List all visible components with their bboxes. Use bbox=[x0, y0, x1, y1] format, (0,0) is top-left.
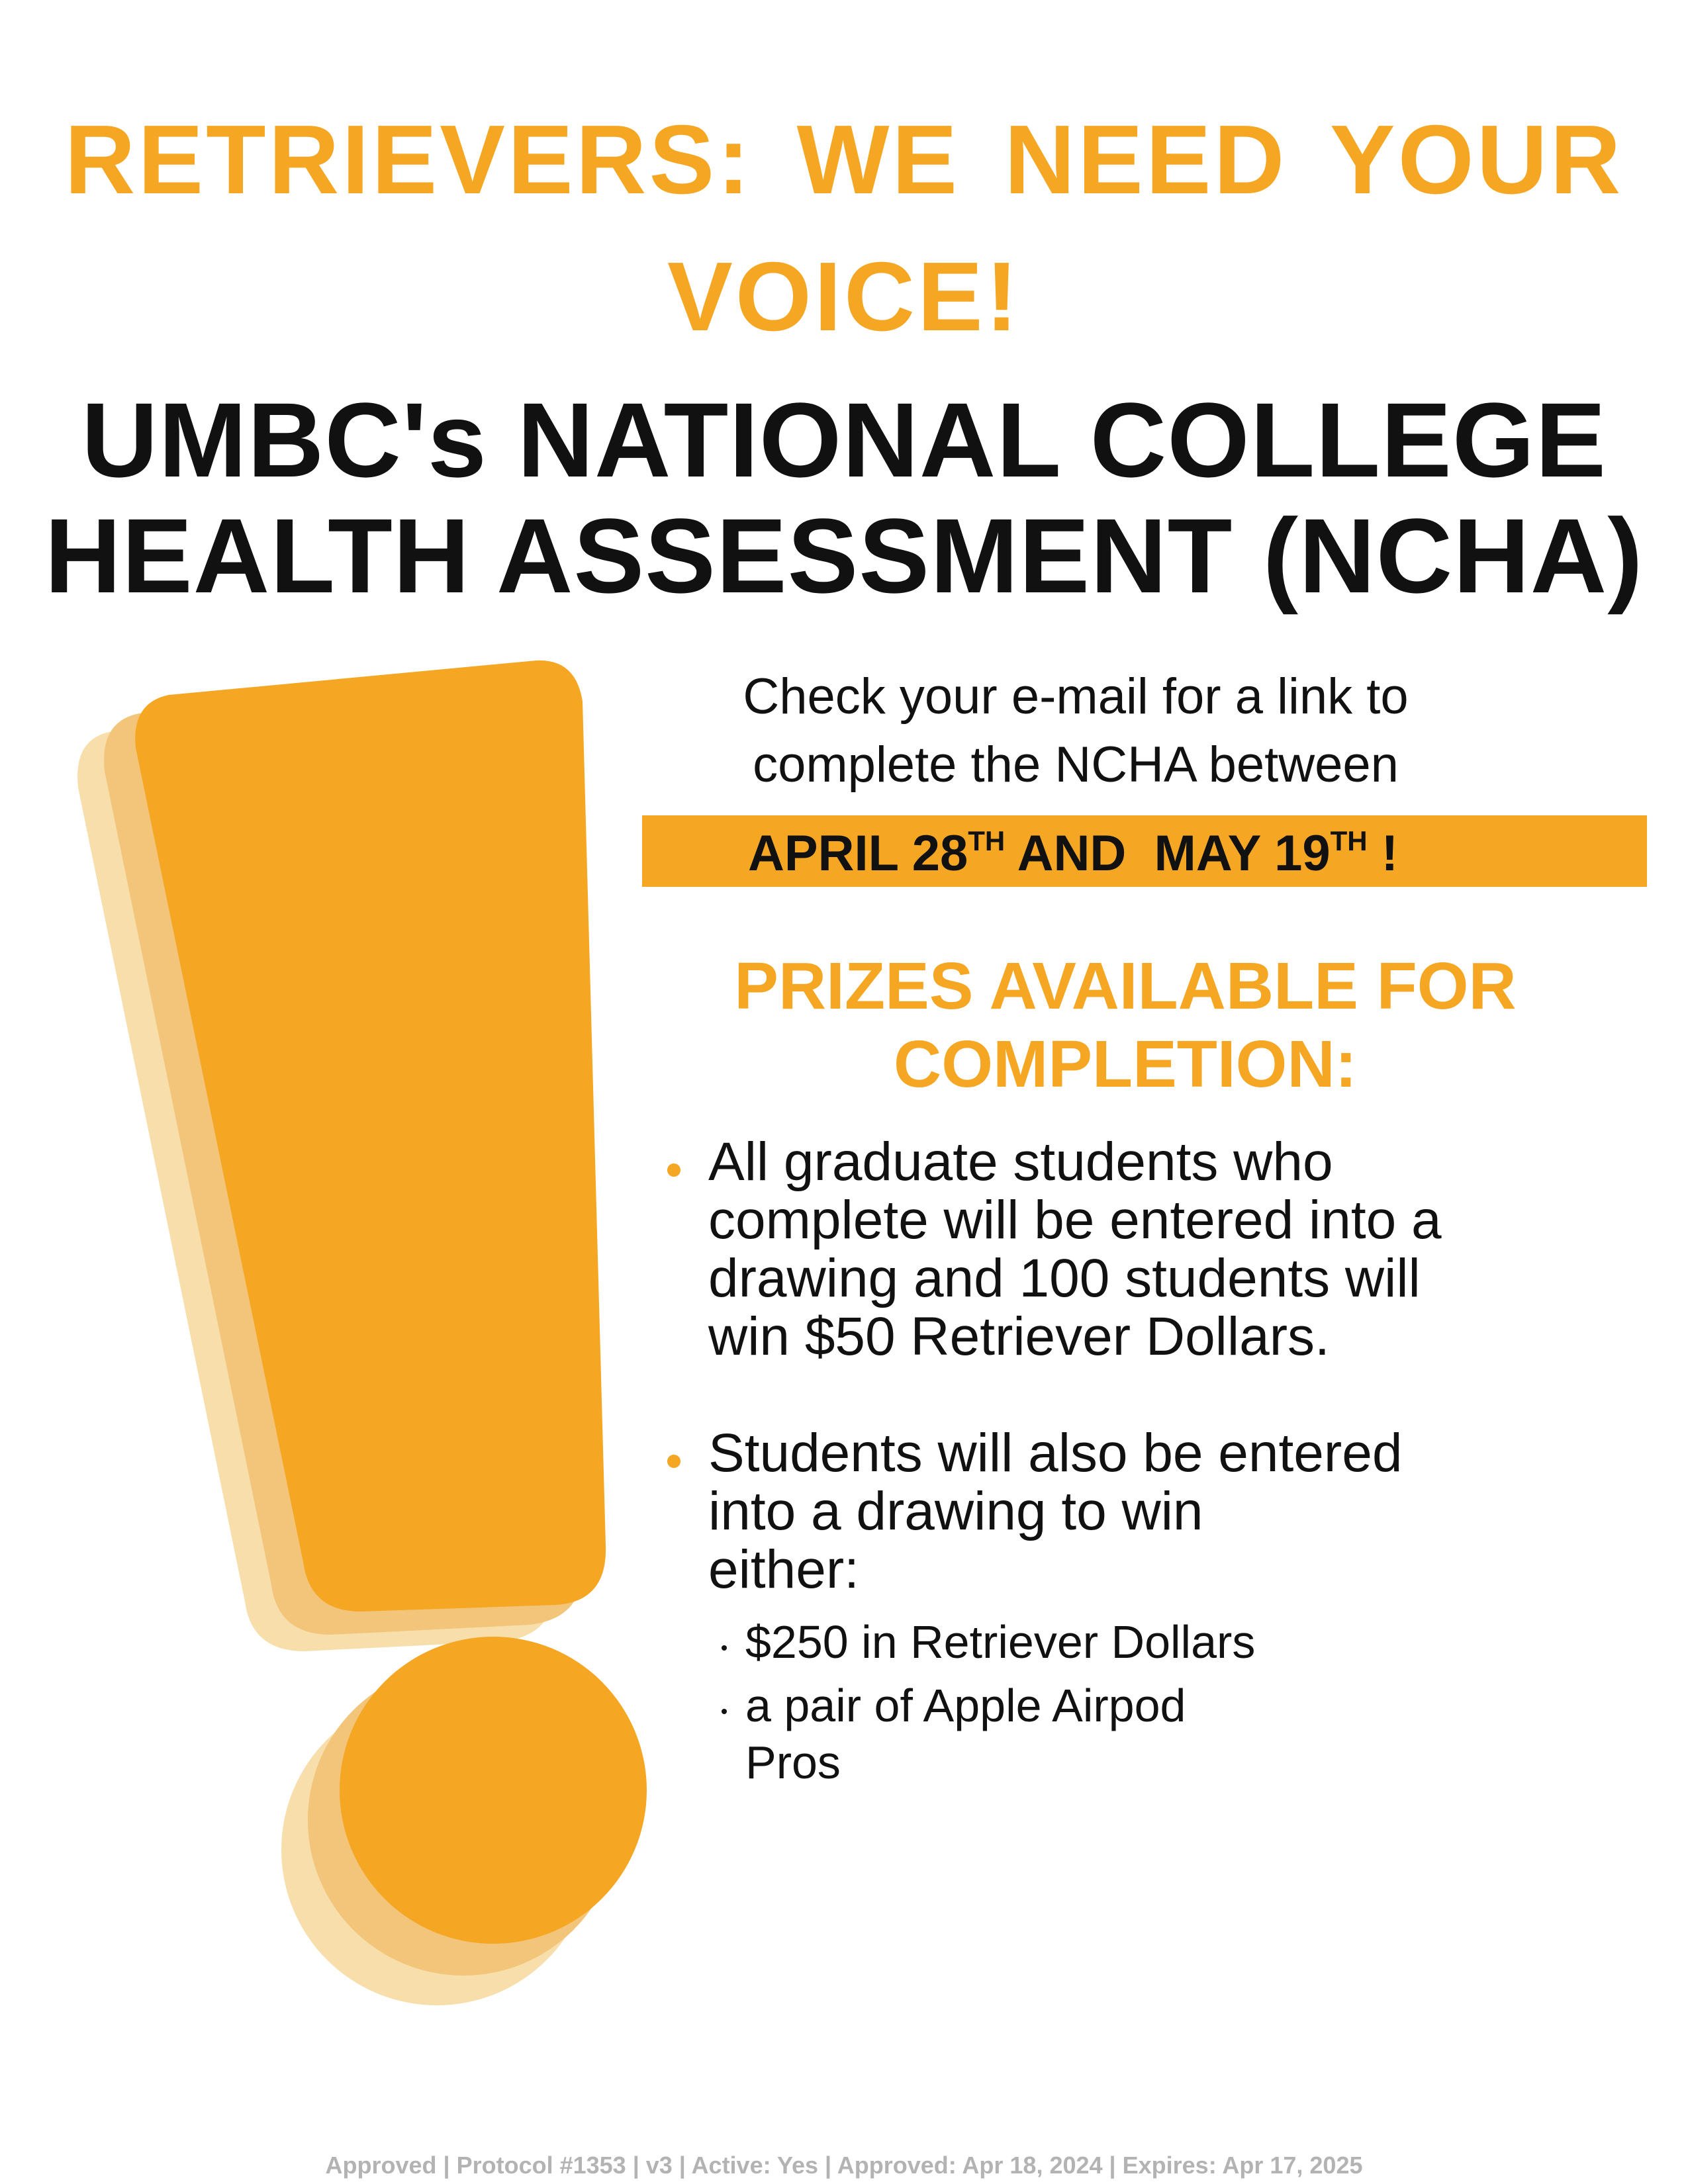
prize-bullet-1 bbox=[708, 1133, 1542, 1366]
sub-bullet-icon bbox=[722, 1709, 727, 1714]
instructions-line-1: Check your e-mail for a link to bbox=[743, 668, 1409, 725]
prize-option-2 bbox=[745, 1677, 1341, 1791]
prize-option-1 bbox=[745, 1614, 1341, 1670]
bullet-icon bbox=[667, 1163, 680, 1177]
end-date-suffix: TH bbox=[1330, 825, 1368, 856]
date-connector: AND bbox=[1005, 825, 1154, 882]
prize-bullet-1-line: complete will be entered into a bbox=[708, 1190, 1442, 1250]
sub-bullet-icon bbox=[722, 1645, 727, 1651]
date-exclamation: ! bbox=[1367, 825, 1399, 882]
subheadline-line-1: UMBC's NATIONAL COLLEGE bbox=[81, 381, 1607, 499]
end-date: MAY 19 bbox=[1154, 825, 1331, 882]
prize-bullet-2-line: Students will also be entered bbox=[708, 1423, 1403, 1483]
date-range bbox=[748, 825, 1399, 882]
prize-bullet-1-line: win $50 Retriever Dollars. bbox=[708, 1306, 1330, 1367]
prizes-heading-line-2: COMPLETION: bbox=[894, 1027, 1357, 1101]
prize-bullet-2-line: either: bbox=[708, 1539, 859, 1600]
prize-bullet-2-line: into a drawing to win bbox=[708, 1481, 1203, 1541]
prize-bullet-1-line: drawing and 100 students will bbox=[708, 1248, 1421, 1308]
instructions-line-2: complete the NCHA between bbox=[753, 737, 1399, 793]
bullet-icon bbox=[667, 1455, 680, 1468]
start-date-suffix: TH bbox=[968, 825, 1006, 856]
prizes-heading-line-1: PRIZES AVAILABLE FOR bbox=[734, 949, 1517, 1023]
prize-bullet-2 bbox=[708, 1424, 1542, 1599]
prize-option-1-line: $250 in Retriever Dollars bbox=[745, 1616, 1256, 1668]
approval-footer: Approved | Protocol #1353 | v3 | Active: Yes | Approved: Apr 18, 2024 | Expires: Apr 17, 2025 bbox=[325, 2152, 1363, 2179]
prize-option-2-line: a pair of Apple Airpod bbox=[745, 1680, 1186, 1731]
subheadline-line-2: HEALTH ASSESSMENT (NCHA) bbox=[44, 496, 1644, 615]
headline-line-1: RETRIEVERS: WE NEED YOUR bbox=[64, 105, 1624, 214]
prize-bullet-1-line: All graduate students who bbox=[708, 1132, 1333, 1192]
prize-option-2-line: Pros bbox=[745, 1737, 841, 1788]
headline-line-2: VOICE! bbox=[667, 242, 1021, 351]
start-date: APRIL 28 bbox=[748, 825, 968, 882]
